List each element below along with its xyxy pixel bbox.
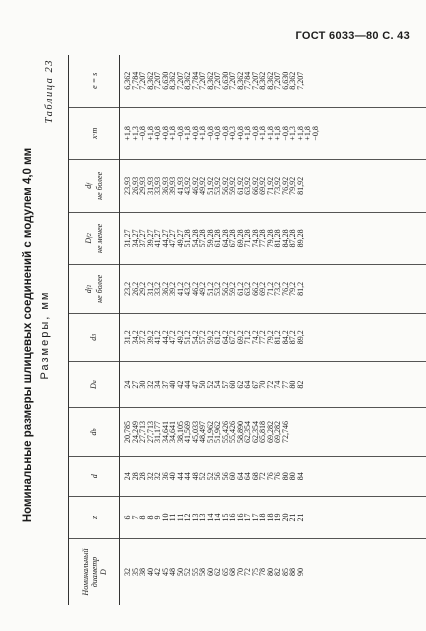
rotated-table-page (12, 55, 412, 615)
column-d3-values (120, 313, 426, 361)
cell-values: 20,785 24,249 27,713 27,713 31,177 34,641 34,641 38,105 41,569 45,033 48,497 51,962 51,962 55,426 55,426 58,890 62,354 62,354 65,818 69,282 69,282 72,746 (123, 421, 290, 443)
header-sub: f1 (87, 284, 93, 290)
cell-values: 6 7 8 8 9 10 11 11 12 13 13 14 14 15 16 16 17 17 18 18 19 20 21 21 (123, 513, 305, 522)
cell-values: 24 27 30 32 34 37 40 42 44 47 50 52 54 57 60 62 64 67 70 72 74 77 80 82 (123, 380, 305, 389)
dimensions-table (68, 55, 426, 605)
header-d: d (69, 456, 120, 496)
header-text: d (84, 184, 93, 189)
table-number: Таблица 23 (44, 59, 55, 124)
header-text: d (84, 289, 93, 294)
table-subtitle: Размеры, мм (39, 290, 51, 380)
header-sub: 3 (91, 333, 98, 337)
column-z-values (120, 496, 426, 538)
column-df1-values (120, 265, 426, 313)
header-text: D (98, 569, 108, 575)
cell-values: 24 28 28 32 32 36 40 44 44 48 52 52 56 56 60 64 64 68 72 76 76 80 80 84 (123, 472, 305, 481)
header-text: d (88, 431, 98, 436)
cell-values: 32 35 38 40 42 45 48 50 52 55 58 60 62 65 68 70 72 75 78 80 82 85 88 90 (123, 568, 305, 577)
header-sub: b (91, 428, 98, 432)
header-nominal-diameter (69, 539, 120, 605)
header-text: D (84, 237, 93, 244)
cell-values: 23,2 26,2 29,2 31,2 33,2 36,2 39,2 41,2 43,2 46,2 49,2 51,2 53,2 56,2 59,2 61,2 63,2 66,2 69,2 71,2 73,2 76,2 79,2 81,2 (123, 281, 305, 296)
header-df1 (69, 265, 120, 313)
cell-values: 31,2 34,2 37,2 39,2 41,2 44,2 47,2 49,2 51,2 54,2 57,2 59,2 61,2 64,2 67,2 69,2 71,2 74,2 77,2 79,2 81,2 84,2 87,2 89,2 (123, 330, 305, 345)
header-text: Номинальный (80, 548, 90, 596)
table-body-row (120, 55, 426, 605)
document-header: ГОСТ 6033—80 С. 43 (295, 30, 410, 42)
header-d3 (69, 313, 120, 361)
header-sub: a (91, 380, 98, 384)
column-db-values (120, 408, 426, 456)
header-sub: f (87, 183, 93, 185)
header-text: d (88, 336, 98, 341)
table-title: Номинальные размеры шлицевых соединений с модулем 4,0 мм (22, 147, 34, 523)
header-text: не менее (95, 223, 104, 254)
header-sub: f2 (87, 233, 93, 238)
column-Df2-values (120, 212, 426, 265)
header-xm: x·m (69, 107, 120, 160)
header-db (69, 408, 120, 456)
header-Df2 (69, 212, 120, 265)
header-text: не более (95, 274, 104, 303)
header-z: z (69, 496, 120, 538)
header-Da (69, 361, 120, 407)
column-d-values (120, 456, 426, 496)
header-text: не более (95, 171, 104, 200)
column-D-values (120, 539, 426, 605)
cell-values: 6,362 7,784 7,207 8,362 7,207 6,630 8,362 7,207 8,362 7,784 7,207 8,362 7,207 6,630 7,207 8,362 7,784 7,207 8,362 8,362 7,207 6,630 8,362 7,207 (123, 71, 305, 90)
table-header-row (69, 55, 120, 605)
column-e-values (120, 55, 426, 107)
header-text: диаметр (89, 556, 99, 588)
column-df-values (120, 160, 426, 213)
header-e-s: e = s (69, 55, 120, 107)
cell-values: +1,8 +1,3 −0,8 +1,8 +0,8 +0,8 +1,8 −0,8 +1,8 +0,8 +1,8 −0,8 +0,8 −0,8 +0,3 +0,8 +1,8 −0,8 +1,8 +1,8 +1,8 −0,8 +1,3 +1,8 +1,8 −0,8 (123, 126, 320, 141)
header-df (69, 160, 120, 213)
header-text: D (88, 383, 98, 390)
cell-values: 23,93 26,93 29,93 31,93 33,93 36,93 39,93 41,93 43,92 46,92 49,92 51,92 53,92 56,92 59,92 61,92 63,92 66,92 69,92 71,92 73,92 76,92 79,92 81,92 (123, 176, 305, 195)
cell-values: 31,27 34,27 37,27 39,27 41,27 44,27 47,27 49,27 51,28 54,28 57,28 59,28 61,28 64,28 67,28 69,28 71,28 74,28 77,28 79,28 81,28 84,28 87,28 89,28 (123, 229, 305, 248)
column-xm-values (120, 107, 426, 160)
column-Da-values (120, 361, 426, 407)
